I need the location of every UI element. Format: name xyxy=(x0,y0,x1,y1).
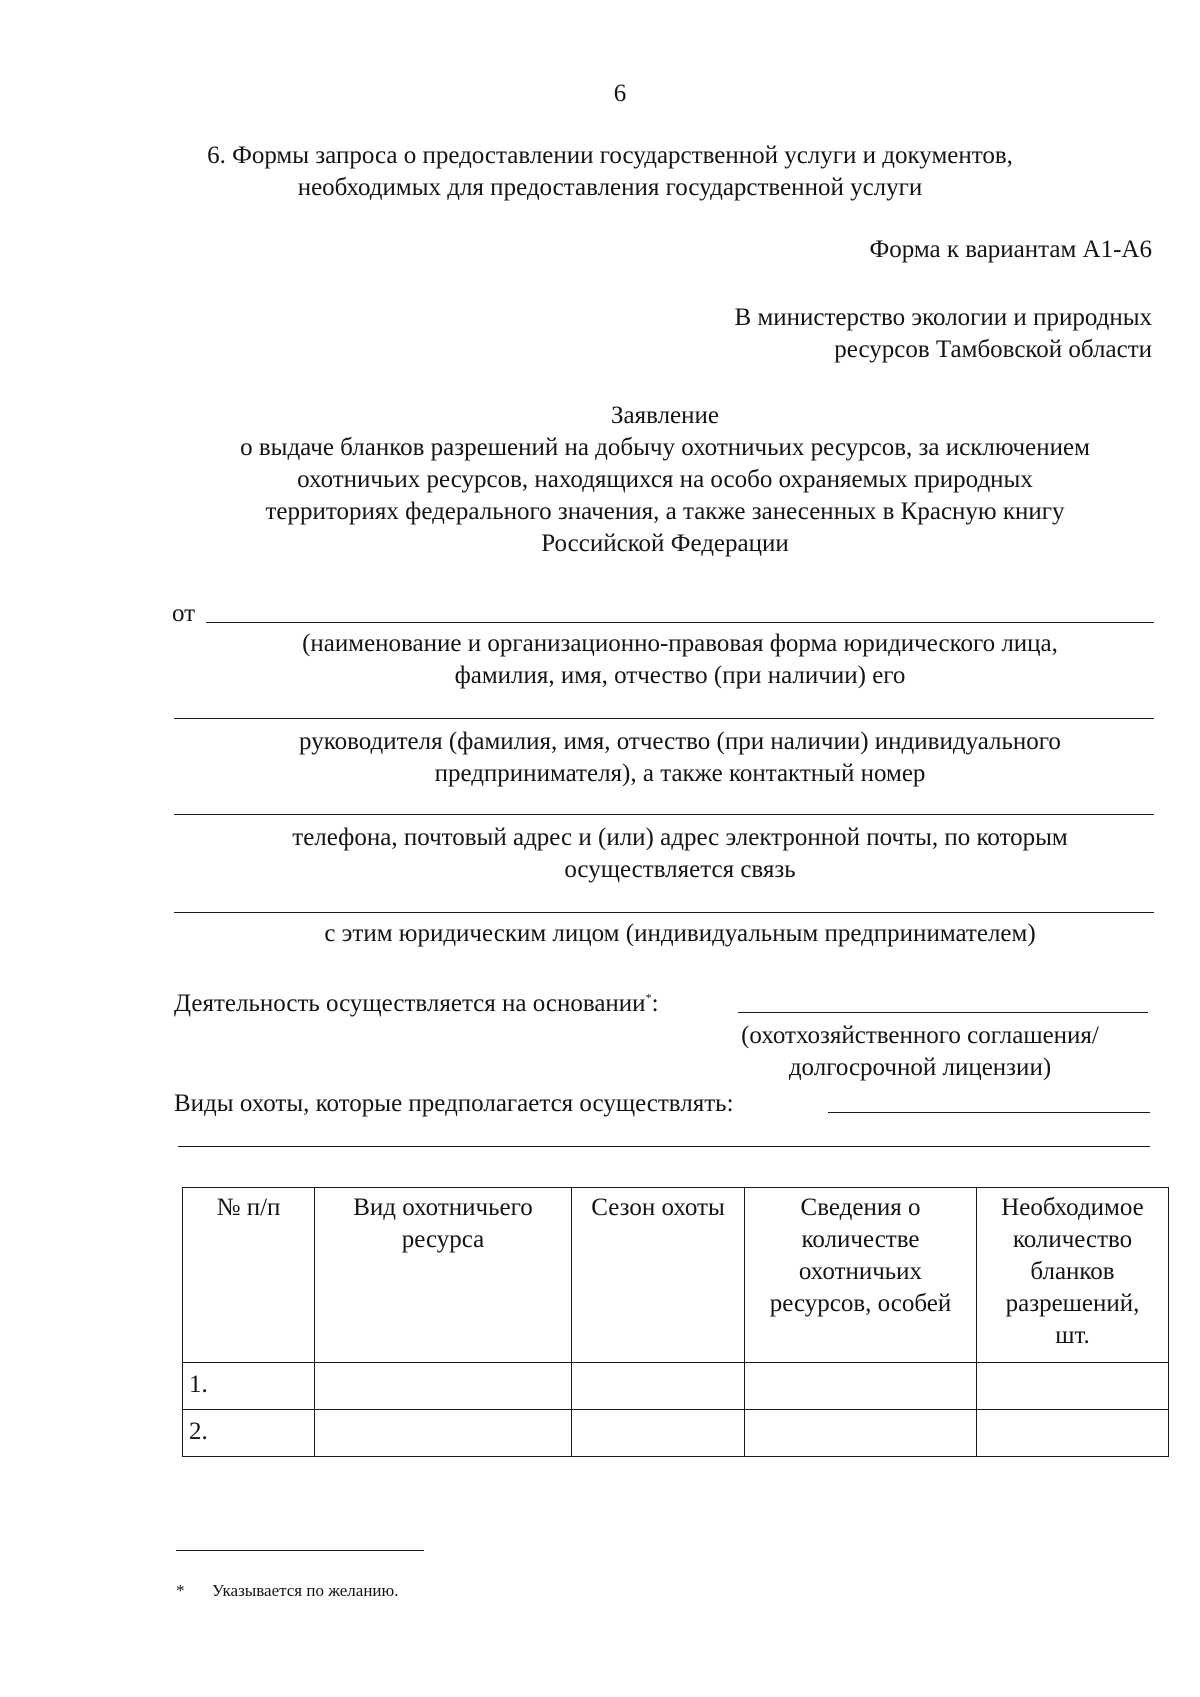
hint-line: фамилия, имя, отчество (при наличии) его xyxy=(454,662,906,689)
statement-line: территориях федерального значения, а также занесенных в Красную книгу xyxy=(265,498,1065,525)
table-cell[interactable] xyxy=(745,1410,977,1457)
applicant-field-line[interactable] xyxy=(174,814,1154,815)
hunting-types-label: Виды охоты, которые предполагается осуществлять: xyxy=(174,1090,734,1117)
table-header-cell: Необходимое количество бланков разрешений, шт. xyxy=(977,1188,1169,1363)
hunting-types-field-line[interactable] xyxy=(828,1112,1150,1113)
addressee-line: ресурсов Тамбовской области xyxy=(834,336,1152,363)
statement-heading: Заявление xyxy=(610,402,720,429)
addressee xyxy=(500,302,1152,366)
basis-field-line[interactable] xyxy=(738,1012,1148,1013)
table-row xyxy=(183,1363,1169,1410)
footnote-text: Указывается по желанию. xyxy=(212,1581,399,1600)
table-cell[interactable] xyxy=(315,1410,572,1457)
applicant-hint xyxy=(200,628,1160,692)
hint-line: руководителя (фамилия, имя, отчество (при наличии) индивидуального xyxy=(299,728,1061,755)
table-cell-number: 2. xyxy=(183,1410,315,1457)
table-header-row xyxy=(183,1188,1169,1363)
request-table xyxy=(182,1187,1169,1457)
section-title-line: 6. Формы запроса о предоставлении государственной услуги и документов, xyxy=(207,142,1013,169)
table-header-cell: Сведения о количестве охотничьих ресурсов, особей xyxy=(745,1188,977,1363)
applicant-field-line[interactable] xyxy=(174,912,1154,913)
hunting-types-field-line[interactable] xyxy=(178,1146,1150,1147)
table-cell[interactable] xyxy=(977,1363,1169,1410)
hint-line: телефона, почтовый адрес и (или) адрес электронной почты, по которым xyxy=(292,824,1068,851)
hint-line: с этим юридическим лицом (индивидуальным предпринимателем) xyxy=(324,920,1036,947)
basis-hint xyxy=(700,1020,1140,1084)
section-title-line: необходимых для предоставления государственной услуги xyxy=(297,174,923,201)
applicant-hint xyxy=(200,726,1160,790)
table-cell[interactable] xyxy=(977,1410,1169,1457)
basis-colon: : xyxy=(651,990,659,1017)
section-title xyxy=(140,140,1080,204)
hint-line: (охотхозяйственного соглашения/ xyxy=(741,1022,1099,1049)
statement-line: Российской Федерации xyxy=(541,530,789,557)
from-label: от xyxy=(172,600,196,627)
table-cell[interactable] xyxy=(315,1363,572,1410)
footnote-separator xyxy=(176,1550,424,1551)
basis-label-text: Деятельность осуществляется на основании xyxy=(174,990,646,1017)
table-cell[interactable] xyxy=(572,1410,745,1457)
table-row xyxy=(183,1410,1169,1457)
hint-line: долгосрочной лицензии) xyxy=(788,1054,1052,1081)
applicant-field-line[interactable] xyxy=(206,622,1154,623)
statement-line: охотничьих ресурсов, находящихся на особо охраняемых природных xyxy=(297,466,1033,493)
table-cell[interactable] xyxy=(745,1363,977,1410)
hint-line: (наименование и организационно-правовая форма юридического лица, xyxy=(302,630,1058,657)
table-cell-number: 1. xyxy=(183,1363,315,1410)
applicant-hint xyxy=(200,918,1160,950)
addressee-line: В министерство экологии и природных xyxy=(734,304,1152,331)
applicant-field-line[interactable] xyxy=(174,718,1154,719)
page-number: 6 xyxy=(613,80,627,107)
table-header-cell: № п/п xyxy=(183,1188,315,1363)
statement-line: о выдаче бланков разрешений на добычу охотничьих ресурсов, за исключением xyxy=(240,434,1090,461)
basis-marker: * xyxy=(645,990,652,1005)
footnote-marker: * xyxy=(176,1581,185,1600)
table-header-cell: Вид охотничьего ресурса xyxy=(315,1188,572,1363)
hint-line: предпринимателя), а также контактный номер xyxy=(434,760,926,787)
footnote xyxy=(176,1580,398,1602)
applicant-hint xyxy=(200,822,1160,886)
basis-label xyxy=(174,988,659,1020)
table-header-cell: Сезон охоты xyxy=(572,1188,745,1363)
hint-line: осуществляется связь xyxy=(564,856,796,883)
form-label: Форма к вариантам А1-А6 xyxy=(869,236,1152,263)
table-cell[interactable] xyxy=(572,1363,745,1410)
statement xyxy=(140,400,1190,560)
